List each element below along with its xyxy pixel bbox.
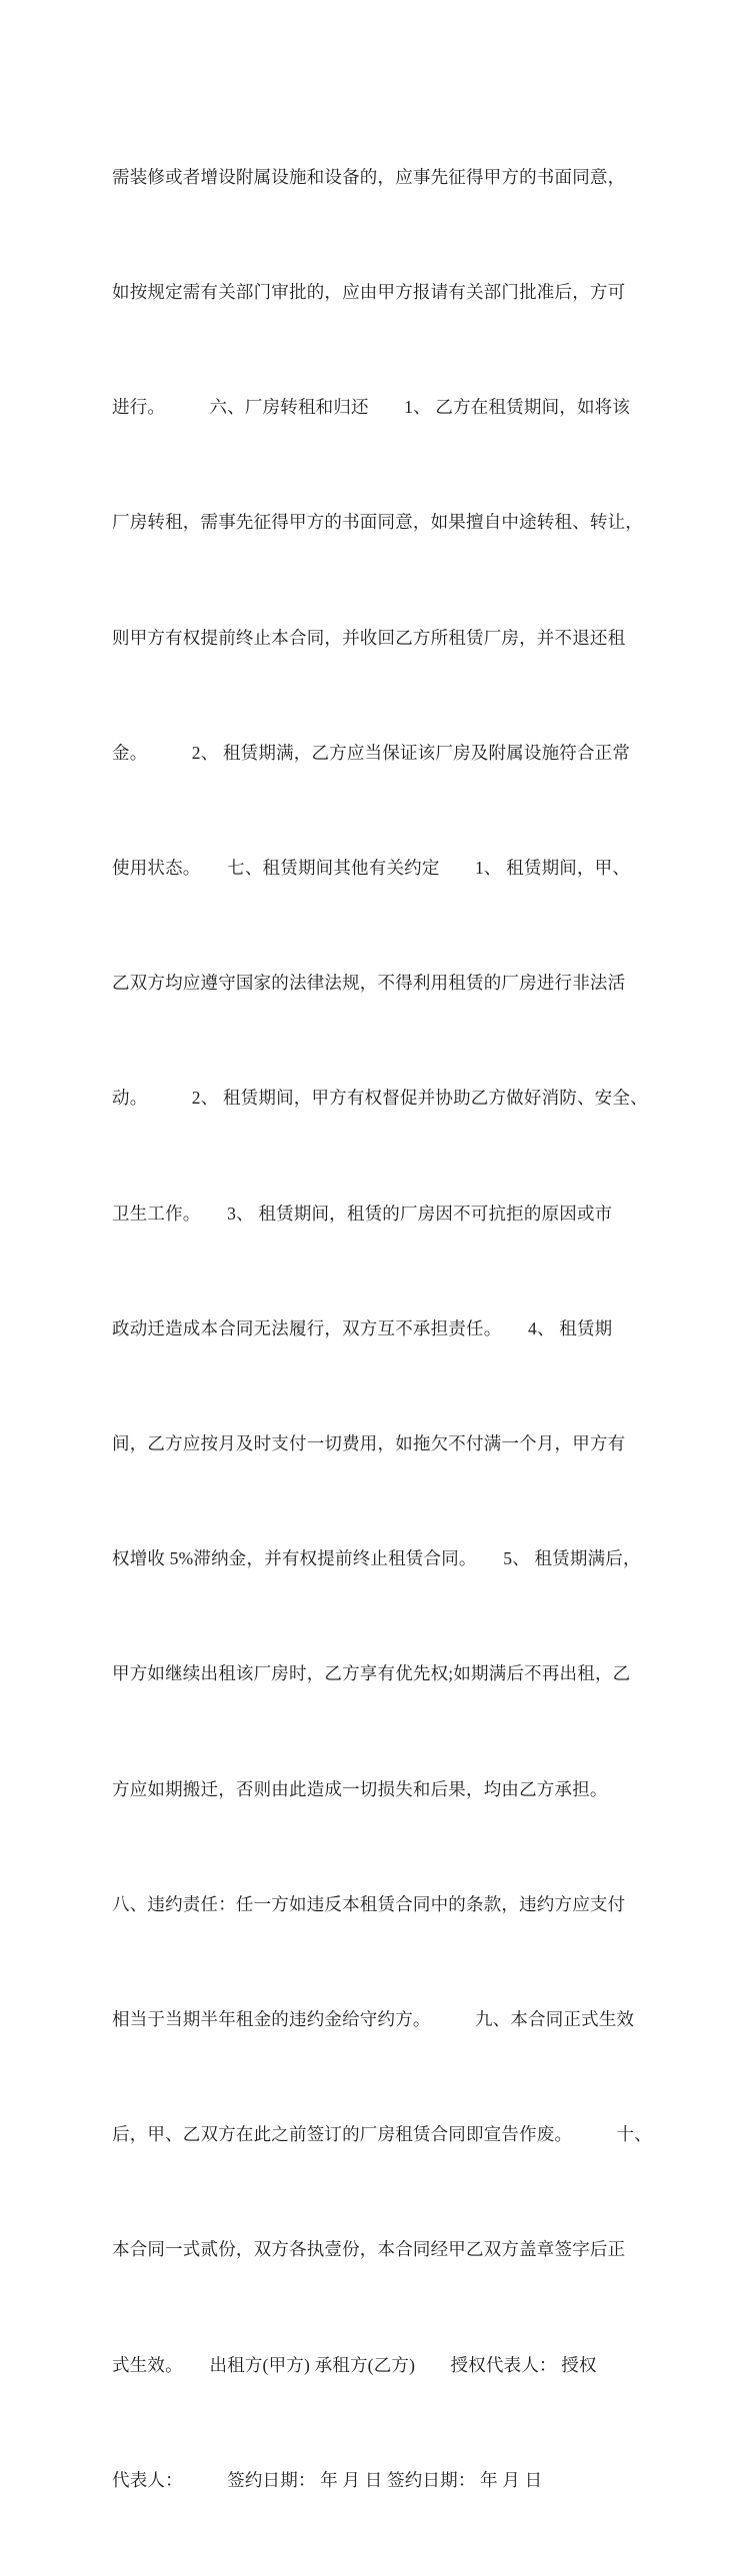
text-line: 甲方如继续出租该厂房时，乙方享有优先权;如期满后不再出租，乙 <box>112 1663 631 1684</box>
text-line: 则甲方有权提前终止本合同，并收回乙方所租赁厂房，并不退还租 <box>112 627 626 648</box>
text-line: 厂房转租，需事先征得甲方的书面同意，如果擅自中途转租、转让， <box>112 512 643 533</box>
text-line: 式生效。 出租方(甲方) 承租方(乙方) 授权代表人： 授权 <box>112 2354 597 2375</box>
text-line: 使用状态。 七、租赁期间其他有关约定 1、 租赁期间，甲、 <box>112 858 631 879</box>
text-line: 方应如期搬迁，否则由此造成一切损失和后果，均由乙方承担。 <box>112 1778 608 1799</box>
text-line: 相当于当期半年租金的违约金给守约方。 九、本合同正式生效 <box>112 2009 635 2030</box>
text-line: 代表人： 签约日期： 年 月 日 签约日期： 年 月 日 <box>112 2469 543 2490</box>
text-line: 金。 2、 租赁期满，乙方应当保证该厂房及附属设施符合正常 <box>112 742 631 763</box>
text-line: 如按规定需有关部门审批的，应由甲方报请有关部门批准后，方可 <box>112 282 626 303</box>
text-line: 间，乙方应按月及时支付一切费用，如拖欠不付满一个月，甲方有 <box>112 1433 626 1454</box>
text-line: 本合同一式贰份，双方各执壹份，本合同经甲乙双方盖章签字后正 <box>112 2239 626 2260</box>
text-line: 进行。 六、厂房转租和归还 1、 乙方在租赁期间，如将该 <box>112 397 631 418</box>
contract-text-block <box>112 81 652 2576</box>
text-line: 八、违约责任：任一方如违反本租赁合同中的条款，违约方应支付 <box>112 1893 626 1914</box>
text-line: 权增收 5%滞纳金，并有权提前终止租赁合同。 5、 租赁期满后， <box>112 1548 641 1569</box>
text-line: 卫生工作。 3、 租赁期间，租赁的厂房因不可抗拒的原因或市 <box>112 1203 613 1224</box>
text-line: 需装修或者增设附属设施和设备的，应事先征得甲方的书面同意， <box>112 166 626 187</box>
text-line: 政动迁造成本合同无法履行，双方互不承担责任。 4、 租赁期 <box>112 1317 613 1338</box>
text-line: 乙双方均应遵守国家的法律法规，不得利用租赁的厂房进行非法活 <box>112 973 626 994</box>
text-line: 动。 2、 租赁期间，甲方有权督促并协助乙方做好消防、安全、 <box>112 1088 648 1109</box>
text-line: 后，甲、乙双方在此之前签订的厂房租赁合同即宣告作废。 十、 <box>112 2124 652 2145</box>
